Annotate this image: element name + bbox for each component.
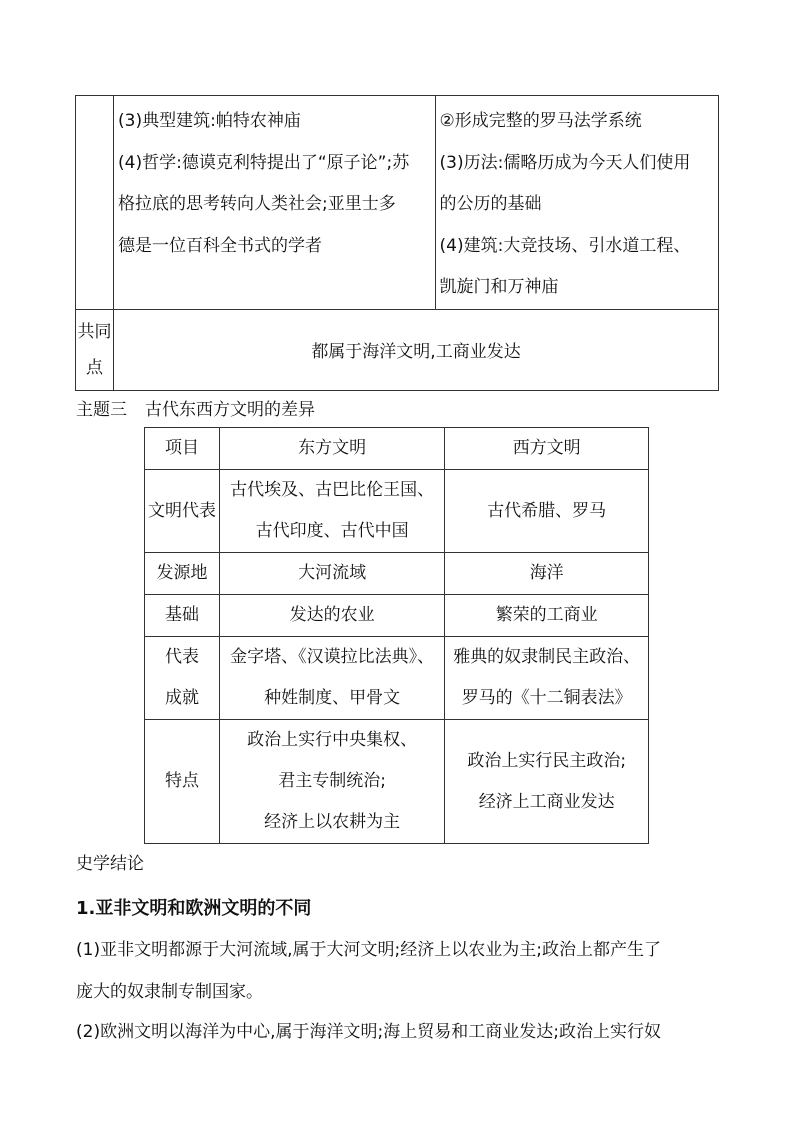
table-row: [76, 309, 719, 390]
header-east: 东方文明: [219, 428, 444, 470]
cell-line: 凯旋门和万神庙: [439, 277, 559, 297]
cell-line: 繁荣的工商业: [495, 605, 598, 625]
cell-line: 种姓制度、甲骨文: [264, 688, 401, 708]
paragraph-line: (1)亚非文明都源于大河流域,属于大河文明;经济上以农业为主;政治上都产生了: [76, 940, 661, 960]
table-row: [145, 553, 649, 595]
cell-line: 金字塔、《汉谟拉比法典》、: [230, 647, 435, 667]
cell-line: 古代埃及、古巴比伦王国、: [230, 480, 435, 500]
cell-line: 格拉底的思考转向人类社会;亚里士多: [118, 194, 396, 215]
conclusion-item-title: 1.亚非文明和欧洲文明的不同: [76, 898, 312, 919]
cell-line: 发源地: [156, 563, 208, 583]
cell-line: 德是一位百科全书式的学者: [118, 235, 323, 256]
theme-title: 古代东西方文明的差异: [145, 400, 315, 420]
cell-line: 成就: [164, 688, 199, 708]
cell-line: (3)典型建筑:帕特农神庙: [118, 111, 301, 132]
row-west: [445, 553, 649, 595]
greek-roman-table: [75, 95, 719, 391]
row-east: [219, 637, 444, 720]
cell-line: 君主专制统治;: [278, 771, 387, 791]
cell-line: 古代希腊、罗马: [487, 500, 607, 521]
row-east: [219, 595, 444, 637]
cell-line: 经济上以农耕为主: [264, 812, 401, 832]
row-west: [445, 470, 649, 553]
cell-line: 古代印度、古代中国: [255, 521, 409, 541]
cell-line: 基础: [164, 605, 199, 625]
cell-line: ②形成完整的罗马法学系统: [439, 111, 642, 131]
cell-line: 罗马的《十二铜表法》: [461, 688, 632, 708]
row-label-cell: [76, 96, 114, 310]
cell-line: (3)历法:儒略历成为今天人们使用: [439, 152, 691, 173]
cell-line: (4)哲学:德谟克利特提出了“原子论”;苏: [118, 152, 410, 173]
paragraph-line: 庞大的奴隶制专制国家。: [76, 982, 263, 1002]
row-key: [145, 637, 220, 720]
cell-line: 海洋: [529, 563, 564, 583]
row-east: [219, 720, 444, 844]
rome-achievements-cell: [435, 96, 718, 310]
cell-line: 发达的农业: [289, 605, 375, 625]
cell-line: 经济上工商业发达: [478, 791, 615, 812]
cell-line: 点: [86, 357, 104, 378]
table-row: [145, 470, 649, 553]
paragraph-line: (2)欧洲文明以海洋为中心,属于海洋文明;海上贸易和工商业发达;政治上实行奴: [76, 1022, 661, 1042]
cell-line: 雅典的奴隶制民主政治、: [453, 647, 641, 667]
table-header-row: [145, 428, 649, 470]
table-row: [145, 637, 649, 720]
row-east: [219, 470, 444, 553]
theme-number: 主题三: [76, 400, 127, 420]
row-west: [445, 595, 649, 637]
row-east: [219, 553, 444, 595]
row-key: [145, 553, 220, 595]
section-heading: [76, 398, 315, 422]
cell-line: 政治上实行中央集权、: [247, 730, 418, 750]
cell-line: 的公历的基础: [439, 194, 542, 214]
row-key: [145, 595, 220, 637]
greece-achievements-cell: [114, 96, 436, 310]
table-row: [76, 96, 719, 310]
header-west: 西方文明: [445, 428, 649, 470]
east-west-comparison-table: [144, 427, 649, 844]
row-key: [145, 720, 220, 844]
cell-line: 共同: [77, 321, 112, 342]
table-row: [145, 720, 649, 844]
row-west: [445, 720, 649, 844]
cell-line: 大河流域: [298, 563, 367, 583]
header-item: 项目: [145, 428, 220, 470]
common-label-cell: [76, 309, 114, 390]
cell-line: 文明代表: [147, 500, 216, 521]
row-key: [145, 470, 220, 553]
cell-line: 政治上实行民主政治;: [467, 750, 627, 771]
cell-line: 特点: [164, 771, 199, 791]
cell-line: (4)建筑:大竞技场、引水道工程、: [439, 235, 691, 256]
common-points-cell: 都属于海洋文明,工商业发达: [114, 309, 719, 390]
row-west: [445, 637, 649, 720]
table-row: [145, 595, 649, 637]
cell-line: 代表: [164, 647, 199, 667]
conclusion-heading: 史学结论: [76, 854, 144, 874]
